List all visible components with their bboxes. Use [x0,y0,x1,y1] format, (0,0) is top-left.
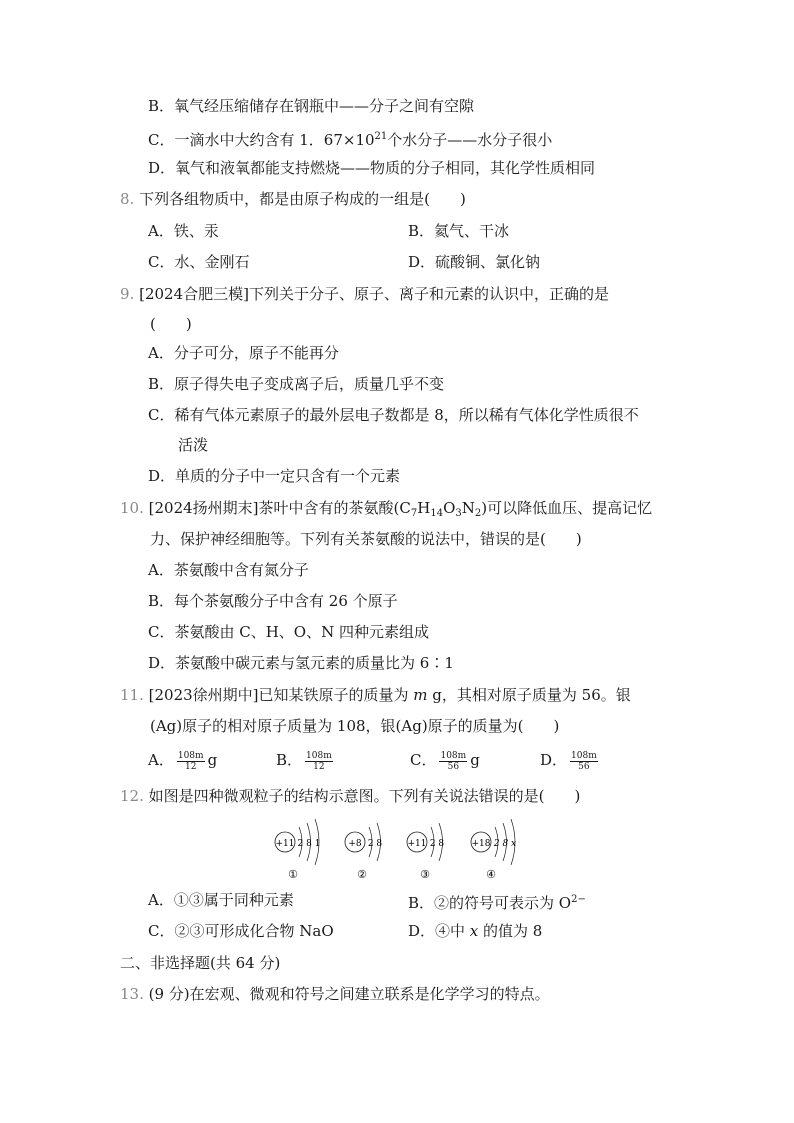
q8-option-d: D．硫酸铜、氯化钠 [408,253,541,271]
q8-option-c: C．水、金刚石 [148,253,250,271]
fraction-denominator: 12 [184,761,197,772]
q7-option-b: B．氧气经压缩储存在钢瓶中——分子之间有空隙 [148,97,475,115]
q12-option-b [408,889,586,914]
q12-option-d-text-post: 的值为 8 [478,922,543,940]
q13-stem-text: (9 分)在宏观、微观和符号之间建立联系是化学学习的特点。 [148,985,550,1003]
q10-option-b: B．每个茶氨酸分子中含有 26 个原子 [148,592,398,610]
particle-1-shells: 2 8 1 [297,839,321,849]
q8-stem [120,188,466,210]
q9-option-c: C．稀有气体元素原子的最外层电子数都是 8，所以稀有气体化学性质很不 [148,406,639,424]
q10-stem-text-post: )可以降低血压、提高记忆 [481,499,653,517]
fraction-numerator: 108m [571,750,597,761]
particle-2-label: ② [357,868,367,881]
q9-option-b: B．原子得失电子变成离子后，质量几乎不变 [148,375,445,393]
q11-option-a-label: A． [148,751,174,769]
q10-stem-cont: 力、保护神经细胞等。下列有关茶氨酸的说法中，错误的是( ) [150,530,582,548]
q10-option-c: C．茶氨酸由 C、H、O、N 四种元素组成 [148,623,429,641]
q11-stem-text-post: g，其相对原子质量为 56。银 [427,686,631,704]
q11-option-a-unit: g [207,751,218,769]
fraction-numerator: 108m [177,750,204,761]
q12-option-b-text: B．②的符号可表示为 O [408,894,572,912]
q8-option-a: A．铁、汞 [148,222,219,240]
q11-stem-cont: (Ag)原子的相对原子质量为 108，银(Ag)原子的质量为( ) [150,717,560,735]
q7-option-d: D．氧气和液氧都能支持燃烧——物质的分子相同，其化学性质相同 [148,159,596,177]
q11-stem [120,684,631,706]
q13-stem [120,983,550,1005]
q8-number: 8. [120,190,135,208]
q12-option-b-charge: 2− [571,894,586,905]
particle-1-nucleus: +11 [275,839,295,849]
q11-option-d-label: D． [540,751,568,769]
q8-stem-text: 下列各组物质中，都是由原子构成的一组是( ) [139,190,466,208]
q10-stem-text: [2024扬州期末]茶叶中含有的茶氨酸(C [148,499,411,517]
q11-option-c-label: C． [410,751,437,769]
atomic-structure-diagram [265,815,535,885]
particle-3-label: ③ [420,868,430,881]
q9-option-a: A．分子可分，原子不能再分 [148,344,339,362]
q10-formula-n: N [461,499,475,517]
q11-number: 11. [120,686,144,704]
q9-option-c-cont: 活泼 [178,436,209,454]
q12-number: 12. [120,787,144,805]
fraction-denominator: 56 [578,761,590,772]
q10-option-d: D．茶氨酸中碳元素与氢元素的质量比为 6∶1 [148,654,454,672]
q11-option-b-label: B． [276,751,303,769]
q9-stem-text: [2024合肥三模]下列关于分子、原子、离子和元素的认识中，正确的是 [139,285,609,303]
particle-4 [471,819,516,881]
q11-option-a [148,749,217,772]
particle-4-label: ④ [486,868,496,881]
particle-1-label: ① [288,868,298,881]
fraction-denominator: 12 [313,761,325,772]
q10-stem [120,497,652,525]
q7-option-c [148,126,552,151]
particle-3-nucleus: +11 [407,839,427,849]
particle-3-shells: 2 8 [429,839,445,849]
q11-option-c-unit: g [470,751,480,769]
q10-formula-h: H [417,499,431,517]
q12-option-d-text: D．④中 [408,922,470,940]
q10-formula-o: O [443,499,456,517]
q7-option-c-text: C．一滴水中大约含有 1．67×10 [148,131,375,149]
q11-option-d-fraction [570,751,598,772]
q11-stem-text: [2023徐州期中]已知某铁原子的质量为 [148,686,414,704]
q11-option-a-fraction [177,751,205,772]
q12-stem-text: 如图是四种微观粒子的结构示意图。下列有关说法错误的是( ) [148,787,581,805]
particle-2-nucleus: +8 [348,839,362,849]
q10-formula-sub: 7 [410,508,418,519]
q11-option-b-fraction [305,751,333,772]
particle-2 [345,823,382,881]
particle-2-shells: 2 8 [367,839,383,849]
particle-1 [275,819,320,881]
q11-option-b [276,749,336,772]
q9-answer-paren: ( ) [150,315,192,333]
q11-mass-var: m [413,686,428,704]
q12-stem [120,785,580,807]
particle-4-shells: 2 8 x [493,839,517,849]
q9-stem [120,283,609,305]
q11-option-c [410,749,480,772]
q7-option-c-exponent: 21 [374,131,388,142]
fraction-numerator: 108m [440,750,467,761]
q12-option-a: A．①③属于同种元素 [148,891,294,909]
fraction-denominator: 56 [447,761,460,772]
q11-option-c-fraction [439,751,467,772]
q12-option-d [408,920,542,942]
q10-option-a: A．茶氨酸中含有氮分子 [148,561,309,579]
q8-option-b: B．氦气、干冰 [408,222,510,240]
fraction-numerator: 108m [306,750,332,761]
q12-option-d-var: x [469,922,479,940]
q12-option-c: C．②③可形成化合物 NaO [148,922,334,940]
q10-formula-sub: 2 [474,508,482,519]
q7-option-c-text-post: 个水分子——水分子很小 [387,131,553,149]
particle-4-nucleus: +18 [471,839,491,849]
q10-formula-sub: 14 [430,508,444,519]
particle-3 [407,823,444,881]
q10-formula-sub: 3 [455,508,462,519]
q9-option-d: D．单质的分子中一定只含有一个元素 [148,467,401,485]
q9-number: 9. [120,285,135,303]
section-title: 二、非选择题(共 64 分) [120,954,281,972]
q11-option-d [540,749,601,772]
q10-number: 10. [120,499,144,517]
q13-number: 13. [120,985,144,1003]
